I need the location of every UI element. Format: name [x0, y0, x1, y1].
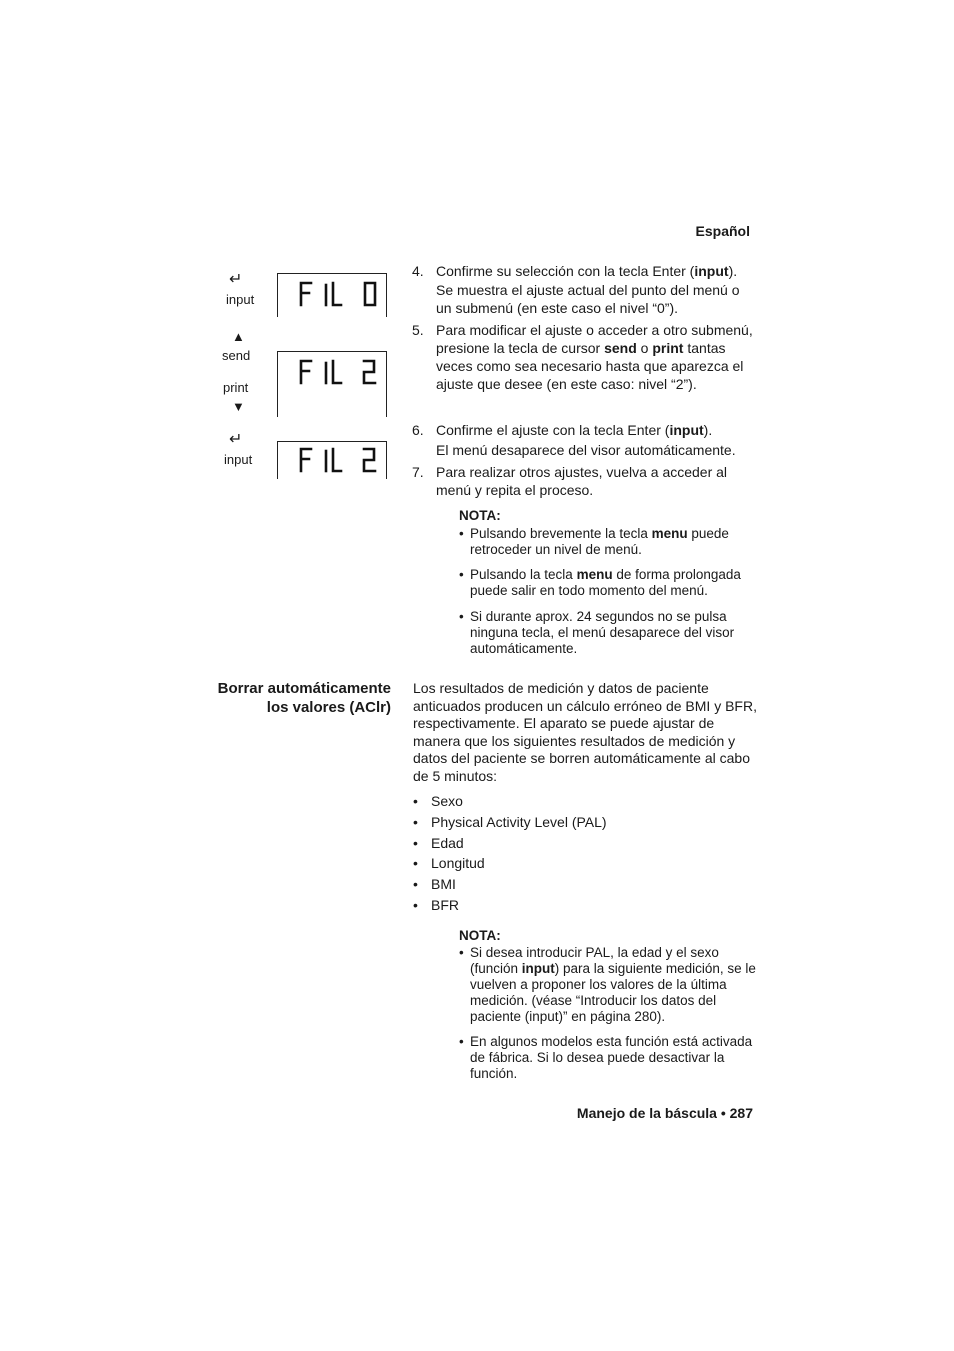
step-number: 6.	[412, 422, 424, 438]
step-number: 7.	[412, 464, 424, 480]
input-key-label: input	[224, 452, 253, 467]
bullet: •	[413, 835, 418, 851]
enter-key-icon: ↵	[229, 431, 243, 448]
page-footer: Manejo de la báscula • 287	[576, 1105, 753, 1121]
step-text: Para realizar otros ajustes, vuelva a acceder al menú y repita el proceso.	[436, 464, 728, 498]
section-title: Borrar automáticamente los valores (AClr)	[217, 680, 391, 716]
step-number: 4.	[412, 263, 424, 279]
list-item-text: Longitud	[431, 855, 485, 871]
bullet: •	[413, 793, 418, 809]
lcd-readout-fil-2	[278, 442, 388, 480]
bullet: •	[459, 1034, 464, 1049]
note-item-text: Pulsando la tecla menu de forma prolongada puede salir en todo momento del menú.	[470, 567, 741, 598]
step-text: Confirme el ajuste con la tecla Enter (input).	[436, 422, 713, 438]
list-item-text: Sexo	[431, 793, 463, 809]
lcd-readout-fil-2	[278, 352, 388, 396]
note-item-text: Si durante aprox. 24 segundos no se pulsa ninguna tecla, el menú desaparece del visor automáticamente.	[470, 609, 735, 656]
note-title: NOTA:	[459, 928, 501, 943]
note-item-text: En algunos modelos esta función está activada de fábrica. Si lo desea puede desactivar la función.	[470, 1034, 753, 1081]
bullet: •	[413, 897, 418, 913]
note-item-text: Pulsando brevemente la tecla menu puede retroceder un nivel de menú.	[470, 526, 729, 557]
step-number: 5.	[412, 322, 424, 338]
bullet: •	[413, 876, 418, 892]
bullet: •	[459, 567, 464, 582]
language-header: Español	[695, 223, 750, 239]
up-arrow-icon: ▲	[232, 329, 245, 344]
bullet: •	[459, 945, 464, 960]
list-item-text: BFR	[431, 897, 459, 913]
print-key-label: print	[223, 380, 249, 395]
note-title: NOTA:	[459, 508, 501, 523]
section-paragraph: Los resultados de medición y datos de paciente anticuados producen un cálculo erróneo de BMI y BFR, respectivamente. El aparato se puede ajustar de manera que los siguientes resultados de medición y datos del paciente se borren automáticamente al cabo de 5 minutos:	[413, 680, 757, 784]
list-item-text: BMI	[431, 876, 456, 892]
step-6-detail: El menú desaparece del visor automáticamente.	[436, 442, 736, 458]
bullet: •	[413, 814, 418, 830]
bullet: •	[459, 526, 464, 541]
bullet: •	[413, 855, 418, 871]
step-4-detail: Se muestra el ajuste actual del punto del menú o un submenú (en este caso el nivel “0”).	[436, 282, 740, 316]
step-text: Para modificar el ajuste o acceder a otro submenú, presione la tecla de cursor send o print tantas veces como sea necesario hasta que aparezca el ajuste que desee (en este caso: nivel “2”).	[436, 322, 753, 392]
lcd-readout-fil-0	[278, 274, 388, 318]
bullet: •	[459, 609, 464, 624]
down-arrow-icon: ▼	[232, 399, 245, 414]
step-text: Confirme su selección con la tecla Enter (input).	[436, 263, 738, 279]
lcd-display	[277, 351, 387, 417]
enter-key-icon: ↵	[229, 271, 243, 288]
list-item-text: Edad	[431, 835, 464, 851]
lcd-display	[277, 273, 387, 317]
input-key-label: input	[226, 292, 255, 307]
note-item-text: Si desea introducir PAL, la edad y el sexo (función input) para la siguiente medición, se le vuelven a proponer los valores de la última medición. (véase “Introducir los datos del paciente (input)” en página 280).	[470, 945, 756, 1024]
list-item-text: Physical Activity Level (PAL)	[431, 814, 607, 830]
send-key-label: send	[222, 348, 251, 363]
lcd-display	[277, 441, 387, 479]
